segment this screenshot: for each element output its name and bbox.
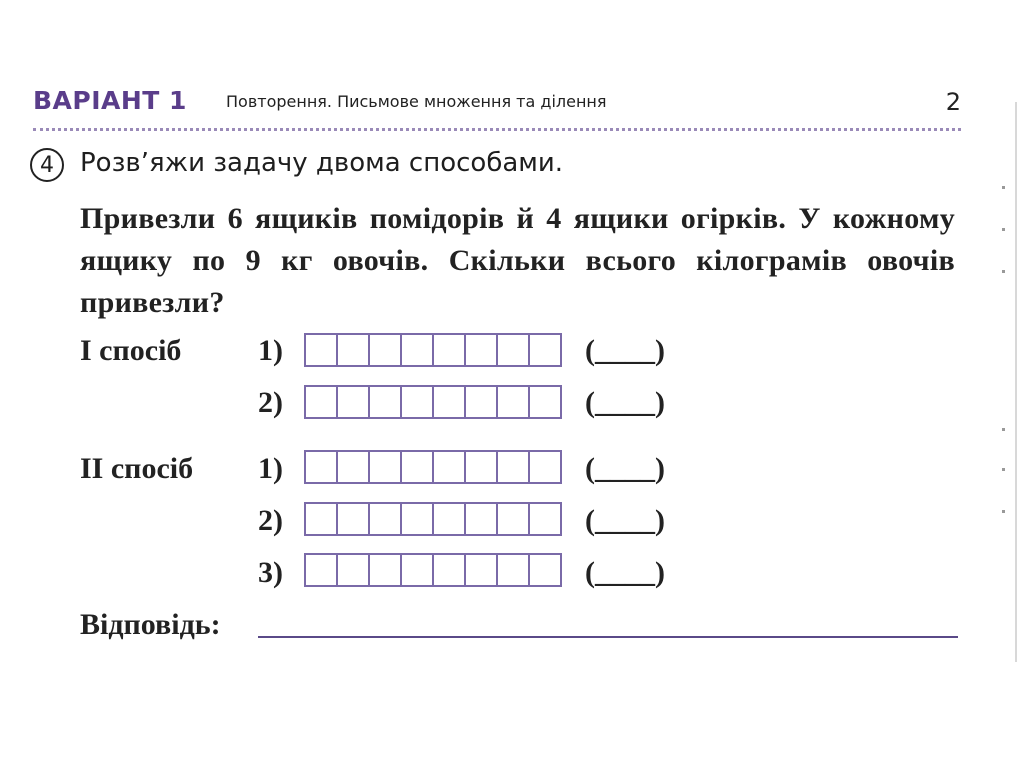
scan-speck bbox=[1002, 270, 1005, 273]
scan-speck bbox=[1002, 228, 1005, 231]
answer-label: Відповідь: bbox=[80, 608, 221, 641]
problem-text: Привезли 6 ящиків помідорів й 4 ящики огірків. У кожному ящику по 9 кг овочів. Скільки всього кілограмів овочів привезли? bbox=[80, 202, 955, 319]
method-2-step-3-number: 3) bbox=[258, 556, 283, 589]
method-2-step-2-unit-blank[interactable]: (____) bbox=[585, 504, 665, 537]
method-1-step-1-number: 1) bbox=[258, 334, 283, 367]
method-2-step-1-cells[interactable] bbox=[304, 450, 562, 484]
page-header bbox=[33, 84, 963, 124]
method-1-step-2-number: 2) bbox=[258, 386, 283, 419]
method-2-step-2-cells[interactable] bbox=[304, 502, 562, 536]
method-1-label: І спосіб bbox=[80, 334, 182, 367]
scan-speck bbox=[1002, 468, 1005, 471]
method-2-label: ІІ спосіб bbox=[80, 452, 194, 485]
scan-speck bbox=[1002, 428, 1005, 431]
answer-line[interactable] bbox=[258, 636, 958, 638]
variant-title: ВАРІАНТ 1 bbox=[33, 86, 187, 115]
scan-speck bbox=[1002, 510, 1005, 513]
method-1-step-1-unit-blank[interactable]: (____) bbox=[585, 334, 665, 367]
page-number: 2 bbox=[945, 88, 961, 116]
method-1-step-2-unit-blank[interactable]: (____) bbox=[585, 386, 665, 419]
method-2-step-1-number: 1) bbox=[258, 452, 283, 485]
scan-edge-shadow bbox=[1015, 102, 1017, 662]
method-1-step-1-cells[interactable] bbox=[304, 333, 562, 367]
task-instruction: Розв’яжи задачу двома способами. bbox=[80, 148, 564, 178]
method-2-step-2-number: 2) bbox=[258, 504, 283, 537]
header-divider bbox=[33, 128, 961, 131]
method-1-step-2-cells[interactable] bbox=[304, 385, 562, 419]
method-2-step-1-unit-blank[interactable]: (____) bbox=[585, 452, 665, 485]
task-number-circle: 4 bbox=[30, 148, 64, 182]
method-2-step-3-cells[interactable] bbox=[304, 553, 562, 587]
topic-subtitle: Повторення. Письмове множення та ділення bbox=[226, 92, 607, 111]
scan-speck bbox=[1002, 186, 1005, 189]
method-2-step-3-unit-blank[interactable]: (____) bbox=[585, 556, 665, 589]
